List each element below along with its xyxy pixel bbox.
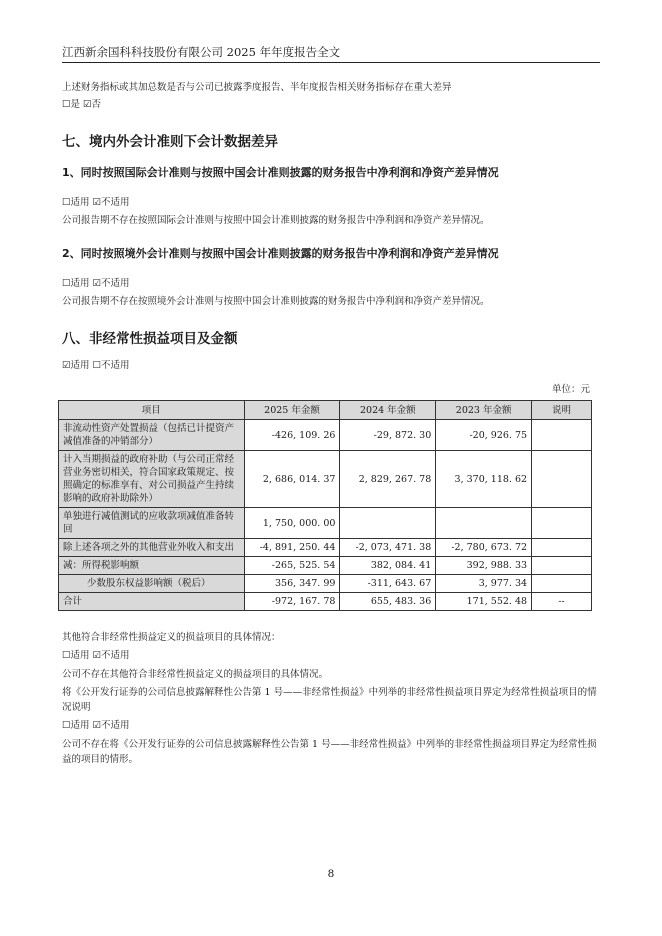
table-row <box>59 420 592 451</box>
column-header: 说明 <box>532 401 592 420</box>
section7-title: 七、境内外会计准则下会计数据差异 <box>62 134 278 150</box>
reclass-title: 将《公开发行证券的公司信息披露解释性公告第 1 号——非经常性损益》中列举的非经常性损益项目界定为经常性损益项目的情况说明 <box>62 687 597 713</box>
section7-sub2-title: 2、同时按照境外会计准则与按照中国会计准则披露的财务报告中净利润和净资产差异情况 <box>62 247 499 260</box>
section8-title: 八、非经常性损益项目及金额 <box>62 331 238 347</box>
cell-note <box>532 539 592 557</box>
cell-note: -- <box>532 593 592 611</box>
row-label: 除上述各项之外的其他营业外收入和支出 <box>59 539 245 557</box>
cell-2024: 382, 084. 41 <box>340 557 436 575</box>
cell-2023: 171, 552. 48 <box>436 593 532 611</box>
table-row <box>59 539 592 557</box>
cell-2025: -265, 525. 54 <box>244 557 340 575</box>
column-header: 2024 年金额 <box>340 401 436 420</box>
cell-2024: -29, 872. 30 <box>340 420 436 451</box>
cell-2025: 1, 750, 000. 00 <box>244 508 340 539</box>
cell-2024: -311, 643. 67 <box>340 575 436 593</box>
cell-2024: -2, 073, 471. 38 <box>340 539 436 557</box>
section7-sub1-title: 1、同时按照国际会计准则与按照中国会计准则披露的财务报告中净利润和净资产差异情况 <box>62 166 499 179</box>
document-header: 江西新余国科科技股份有限公司 2025 年年度报告全文 <box>62 45 341 59</box>
column-header: 项目 <box>59 401 245 420</box>
cell-2024: 2, 829, 267. 78 <box>340 451 436 508</box>
row-label: 非流动性资产处置损益（包括已计提资产减值准备的冲销部分） <box>59 420 245 451</box>
cell-note <box>532 451 592 508</box>
cell-2025: 2, 686, 014. 37 <box>244 451 340 508</box>
row-label: 少数股东权益影响额（税后） <box>59 575 245 593</box>
header-divider <box>62 62 600 63</box>
table-total-row <box>59 593 592 611</box>
cell-2025: -4, 891, 250. 44 <box>244 539 340 557</box>
cell-2023: -2, 780, 673. 72 <box>436 539 532 557</box>
page-number: 8 <box>327 868 335 880</box>
reclass-choice: ☐适用 ☑不适用 <box>62 720 130 731</box>
other-def-title: 其他符合非经常性损益定义的损益项目的具体情况： <box>62 632 281 643</box>
section7-sub2-choice: ☐适用 ☑不适用 <box>62 278 130 289</box>
cell-note <box>532 420 592 451</box>
cell-2025: 356, 347. 99 <box>244 575 340 593</box>
cell-2024: 655, 483. 36 <box>340 593 436 611</box>
cell-2023 <box>436 508 532 539</box>
cell-2023: -20, 926. 75 <box>436 420 532 451</box>
intro-question: 上述财务指标或其加总数是否与公司已披露季度报告、半年度报告相关财务指标存在重大差异 <box>62 82 452 93</box>
section7-sub1-text: 公司报告期不存在按照国际会计准则与按照中国会计准则披露的财务报告中净利润和净资产差异情况。 <box>62 215 490 226</box>
section7-sub2-text: 公司报告期不存在按照境外会计准则与按照中国会计准则披露的财务报告中净利润和净资产差异情况。 <box>62 296 490 307</box>
table-row <box>59 575 592 593</box>
column-header: 2025 年金额 <box>244 401 340 420</box>
cell-2023: 3, 370, 118. 62 <box>436 451 532 508</box>
other-def-choice: ☐适用 ☑不适用 <box>62 650 130 661</box>
column-header: 2023 年金额 <box>436 401 532 420</box>
other-def-text: 公司不存在其他符合非经常性损益定义的损益项目的具体情况。 <box>62 669 329 680</box>
non-recurring-table <box>58 400 592 611</box>
row-label: 单独进行减值测试的应收款项减值准备转回 <box>59 508 245 539</box>
cell-2023: 392, 988. 33 <box>436 557 532 575</box>
row-label: 合计 <box>59 593 245 611</box>
cell-2023: 3, 977. 34 <box>436 575 532 593</box>
row-label: 减：所得税影响额 <box>59 557 245 575</box>
table-header-row <box>59 401 592 420</box>
table-row <box>59 508 592 539</box>
table-row <box>59 557 592 575</box>
section7-sub1-choice: ☐适用 ☑不适用 <box>62 197 130 208</box>
section8-choice: ☑适用 ☐不适用 <box>62 360 130 371</box>
cell-2024 <box>340 508 436 539</box>
cell-2025: -426, 109. 26 <box>244 420 340 451</box>
table-row <box>59 451 592 508</box>
cell-note <box>532 575 592 593</box>
unit-label: 单位：元 <box>551 384 590 395</box>
cell-note <box>532 557 592 575</box>
reclass-text: 公司不存在将《公开发行证券的公司信息披露解释性公告第 1 号——非经常性损益》中列举的非经常性损益项目界定为经常性损益的项目的情形。 <box>62 739 597 765</box>
cell-2025: -972, 167. 78 <box>244 593 340 611</box>
row-label: 计入当期损益的政府补助（与公司正常经营业务密切相关，符合国家政策规定、按照确定的标准享有、对公司损益产生持续影响的政府补助除外） <box>59 451 245 508</box>
cell-note <box>532 508 592 539</box>
intro-answer: ☐是 ☑否 <box>62 99 102 110</box>
